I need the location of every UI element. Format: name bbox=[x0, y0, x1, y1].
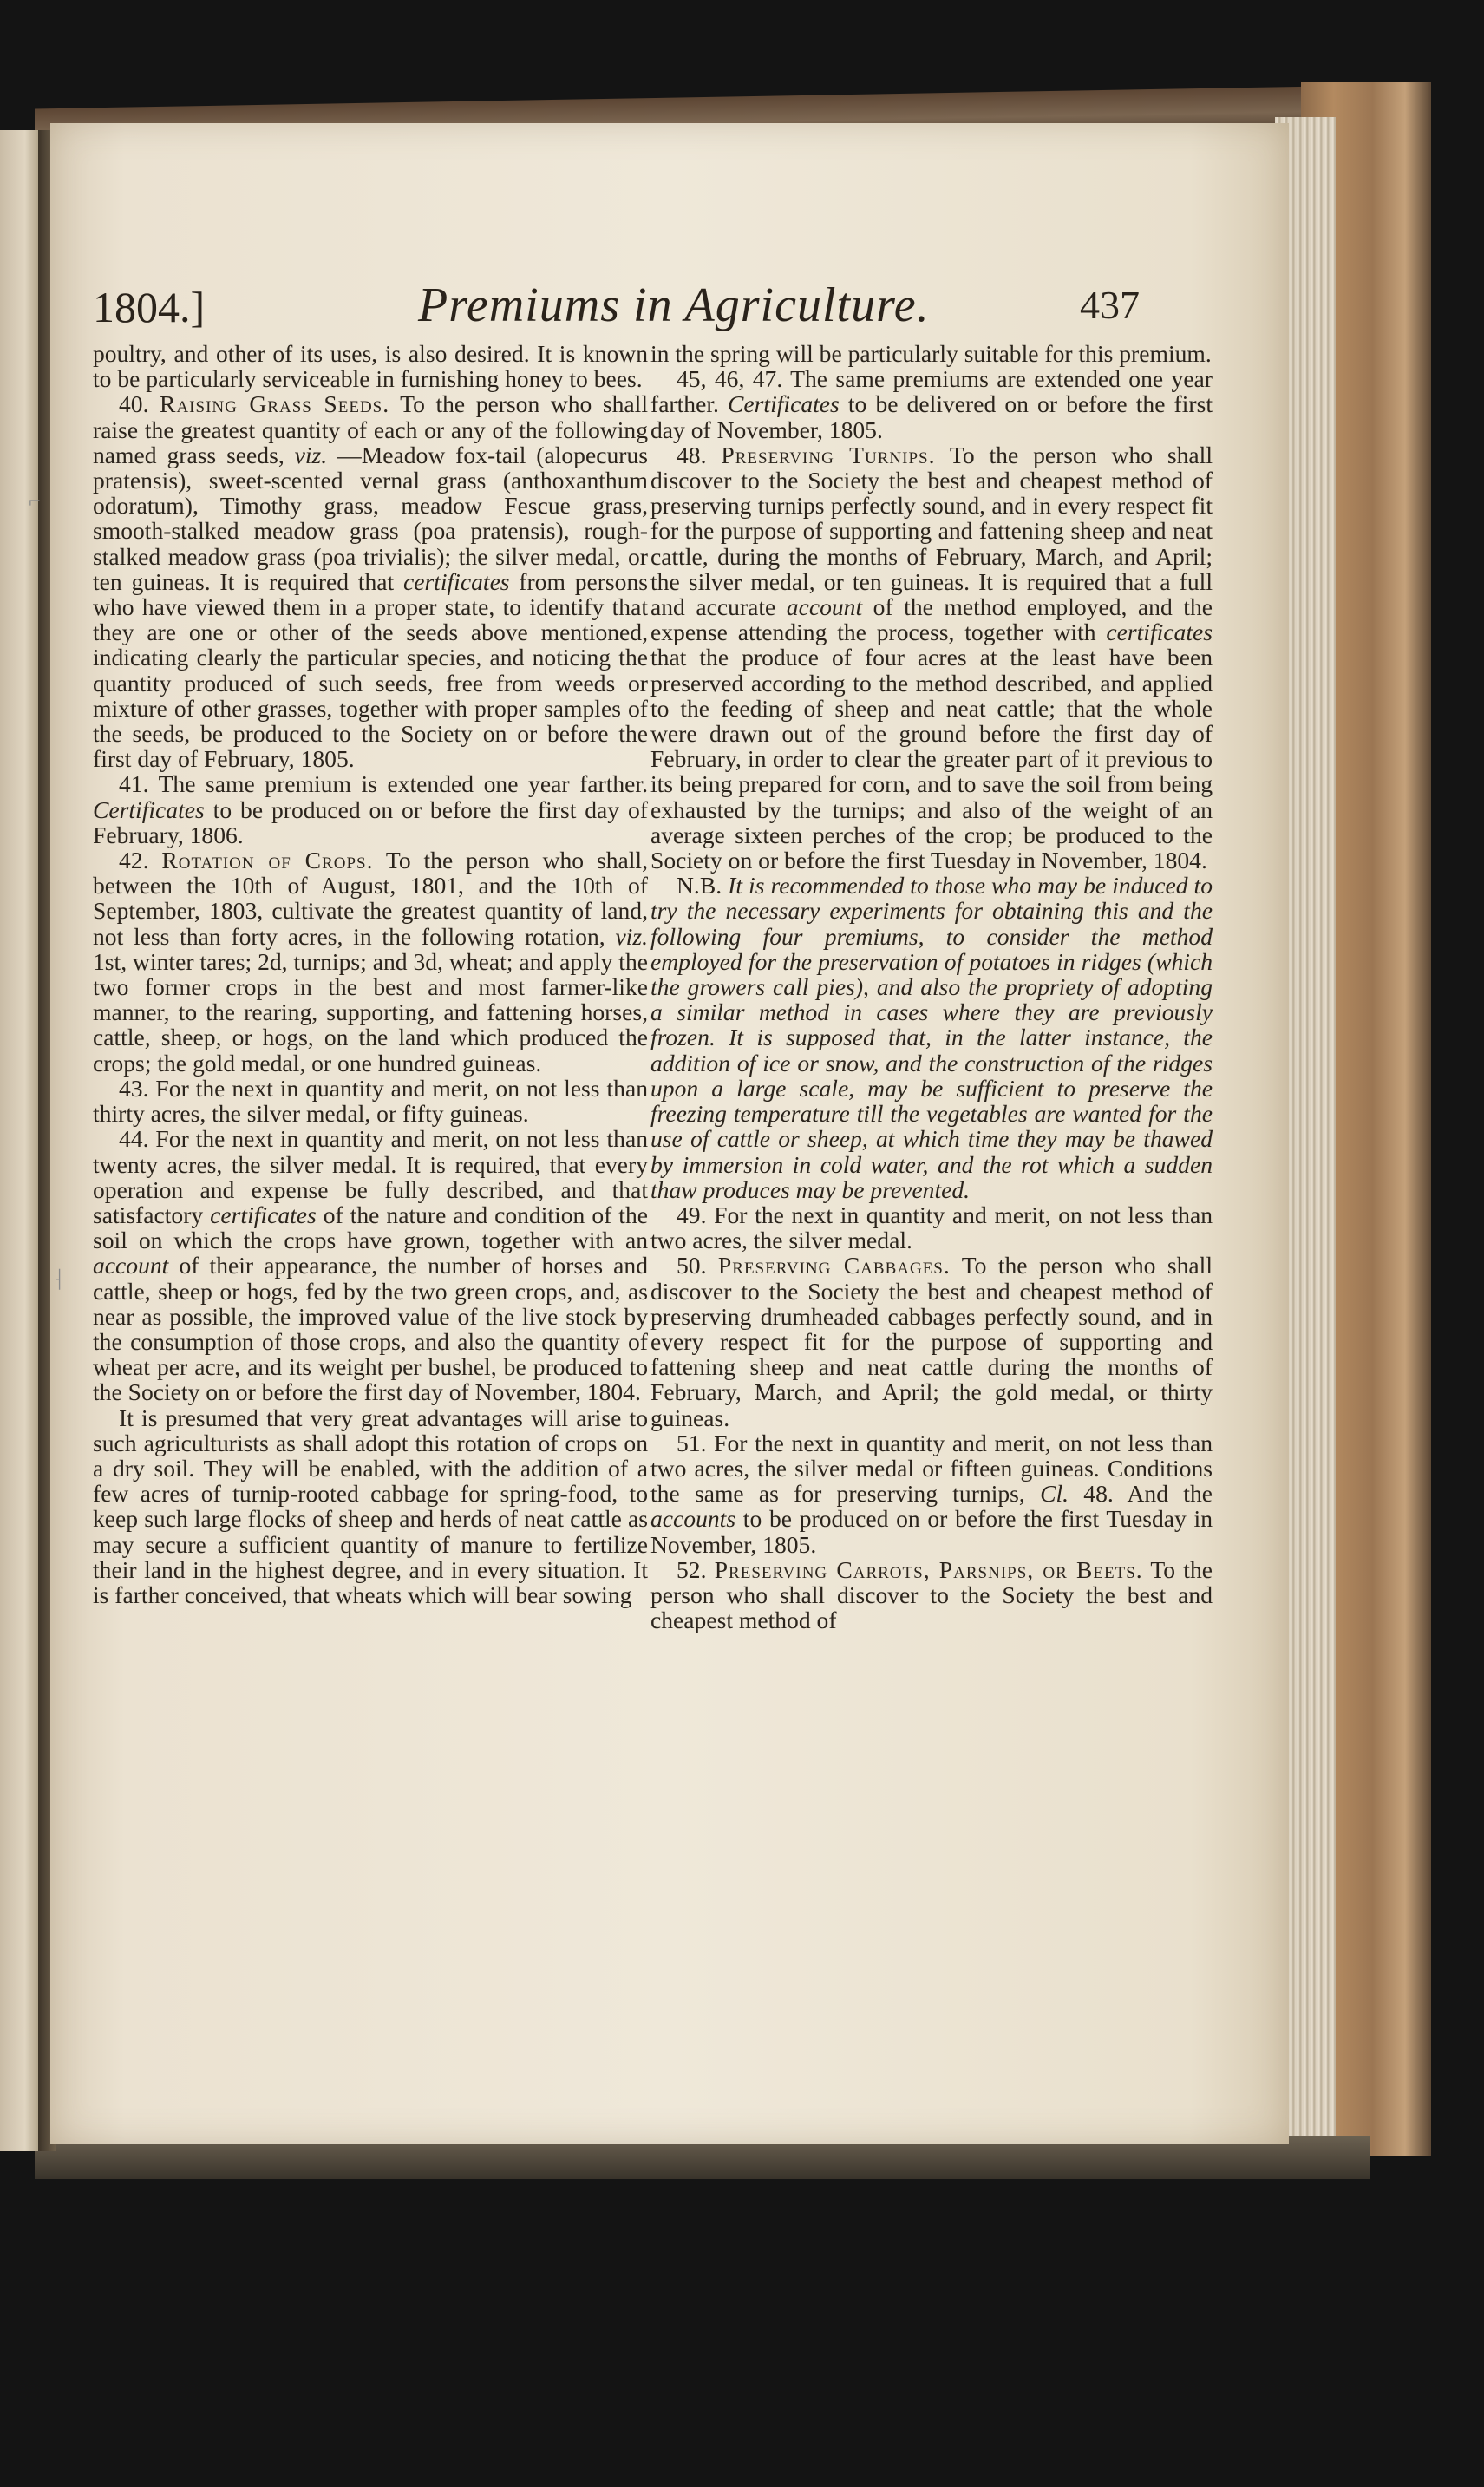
section-heading: Preserving Cabbages. bbox=[717, 1252, 951, 1279]
section-heading: Preserving Turnips. bbox=[721, 441, 936, 468]
margin-mark: ⌐ bbox=[29, 490, 41, 513]
paragraph-40: 40. Raising Grass Seeds. To the person who shall raise the greatest quantity of each or any of the following named grass seeds, viz. —Meadow fox-tail (alopecurus pratensis), sweet-scented vernal grass (anthoxanthum odoratum), Timothy grass, meadow Fescue grass, smooth-stalked meadow grass (poa pratensis), rough-stalked meadow grass (poa trivialis); the silver medal, or ten guineas. It is required that certificates from persons who have viewed them in a proper state, to identify that they are one or other of the seeds above mentioned, indicating clearly the particular species, and noticing the quantity produced of such seeds, free from weeds or mixture of other grasses, together with proper samples of the seeds, be produced to the Society on or before the first day of February, 1805. bbox=[93, 390, 649, 773]
paragraph-42: 42. Rotation of Crops. To the person who shall, between the 10th of August, 1801, and the 10th of September, 1803, cultivate the greatest quantity of land, not less than forty acres, in the following rotation, viz. 1st, winter tares; 2d, turnips; and 3d, wheat; and apply the two former crops in the best and most farmer-like manner, to the rearing, supporting, and fattening horses, cattle, sheep, or hogs, on the land which produced the crops; the gold medal, or one hundred guineas. bbox=[93, 847, 649, 1077]
paragraph-48: 48. Preserving Turnips. To the person who shall discover to the Society the best and cheapest method of preserving turnips perfectly sound, and in every respect fit for the purpose of supporting and fattening sheep and neat cattle, during the months of February, March, and April; the silver medal, or ten guineas. It is required that a full and accurate account of the method employed, and the expense attending the process, together with certificates that the produce of four acres at the least have been preserved according to the method described, and applied to the feeding of sheep and neat cattle; that the whole were drawn out of the ground before the first day of February, in order to clear the greater part of it previous to its being prepared for corn, and to save the soil from being exhausted by the turnips; and also of the weight of an average sixteen perches of the crop; be produced to the Society on or before the first Tuesday in November, 1804. bbox=[650, 441, 1213, 874]
nota-bene: N.B. It is recommended to those who may be induced to try the necessary experiments for obtaining this and the following four premiums, to consider the method employed for the preservation of potatoes in ridges (which the growers call pies), and also the propriety of adopting a similar method in cases where they are previously frozen. It is supposed that, in the latter instance, the addition of ice or snow, and the construction of the ridges upon a large scale, may be sufficient to preserve the freezing temperature till the vegetables are wanted for the use of cattle or sheep, at which time they may be thawed by immersion in cold water, and the rot which a sudden thaw produces may be prevented. bbox=[650, 872, 1213, 1203]
paragraph: in the spring will be particularly suitable for this premium. bbox=[650, 340, 1212, 367]
section-heading: Raising Grass Seeds. bbox=[160, 390, 390, 418]
right-column bbox=[650, 341, 1213, 1633]
left-column bbox=[93, 341, 648, 1607]
running-title: Premiums in Agriculture. bbox=[418, 278, 930, 332]
paragraph-52: 52. Preserving Carrots, Parsnips, or Beets. To the person who shall discover to the Society the best and cheapest method of bbox=[650, 1555, 1213, 1634]
paragraph-44: 44. For the next in quantity and merit, on not less than twenty acres, the silver medal. It is required, that every operation and expense be fully described, and that satisfactory certificates of the nature and condition of the soil on which the crops have grown, together with an account of their appearance, the number of horses and cattle, sheep or hogs, fed by the two green crops, and, as near as possible, the improved value of the live stock by the consumption of those crops, and also the quantity of wheat per acre, and its weight per bushel, be produced to the Society on or before the first day of November, 1804. bbox=[93, 1125, 648, 1406]
year-folio: 1804.] bbox=[93, 283, 206, 331]
page-number: 437 bbox=[1080, 283, 1140, 327]
section-heading: Rotation of Crops. bbox=[161, 847, 374, 874]
paragraph-43: 43. For the next in quantity and merit, on not less than thirty acres, the silver medal, or fifty guineas. bbox=[93, 1074, 648, 1128]
paragraph: poultry, and other of its uses, is also desired. It is known to be particularly serviceable in furnishing honey to bees. bbox=[93, 340, 648, 393]
page-header bbox=[93, 165, 1168, 332]
section-heading: Preserving Carrots, Parsnips, or Beets. bbox=[714, 1555, 1143, 1583]
paragraph-41: 41. The same premium is extended one year farther. Certificates to be produced on or before the first day of February, 1806. bbox=[93, 770, 648, 848]
paragraph-rotation-note: It is presumed that very great advantages will arise to such agriculturists as shall adopt this rotation of crops on a dry soil. They will be enabled, with the addition of a few acres of turnip-rooted cabbage for spring-food, to keep such large flocks of sheep and herds of neat cattle as may secure a sufficient quantity of manure to fertilize their land in the highest degree, and in every situation. It is farther conceived, that wheats which will bear sowing bbox=[93, 1404, 648, 1608]
paragraph-49: 49. For the next in quantity and merit, on not less than two acres, the silver medal. bbox=[650, 1201, 1213, 1254]
previous-page-sliver bbox=[0, 130, 42, 2151]
paragraph-50: 50. Preserving Cabbages. To the person who shall discover to the Society the best and cheapest method of preserving drumheaded cabbages perfectly sound, and in every respect fit for the purpose of supporting and fattening sheep and neat cattle during the months of February, March, and April; the gold medal, or thirty guineas. bbox=[650, 1252, 1213, 1431]
margin-mark: ⸡ bbox=[52, 1267, 64, 1290]
paragraph-51: 51. For the next in quantity and merit, on not less than two acres, the silver medal or fifteen guineas. Conditions the same as for preserving turnips, Cl. 48. And the accounts to be produced on or before the first Tuesday in November, 1805. bbox=[650, 1429, 1213, 1558]
paragraph-45-47: 45, 46, 47. The same premiums are extended one year farther. Certificates to be delivered on or before the first day of November, 1805. bbox=[650, 365, 1213, 443]
